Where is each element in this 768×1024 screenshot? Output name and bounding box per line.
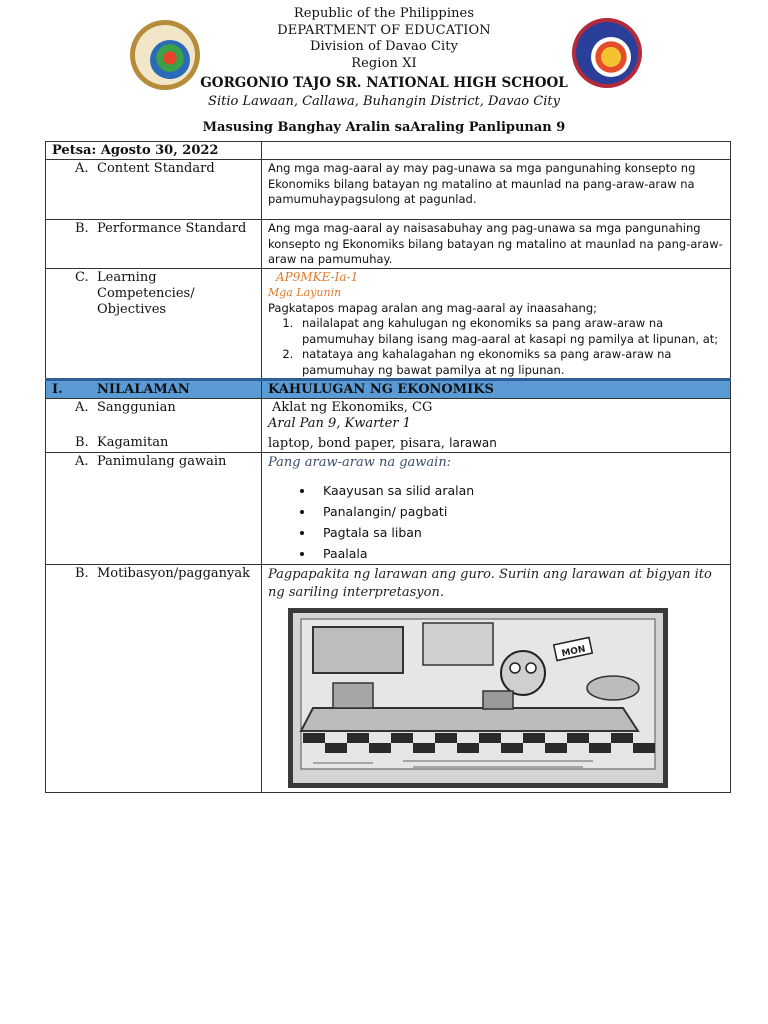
objectives-list	[268, 316, 724, 378]
school-address: Sitio Lawaan, Callawa, Buhangin District, Davao City	[208, 94, 560, 109]
region-line: Region XI	[351, 55, 417, 71]
sanggunian-value: Aklat ng Ekonomiks, CG	[272, 400, 433, 415]
activity-item: • Kaayusan sa silid aralan	[315, 480, 724, 501]
objective-item: 1. nailalapat ang kahulugan ng ekonomiks sa pang araw-araw na pamumuhay bilang isang mag-aaral at kasapi ng pamilya at lipunan, at;	[297, 316, 724, 347]
sanggunian-row	[46, 399, 731, 453]
objectives-intro: Pagkatapos mapag aralan ang mag-aaral ay inaasahang;	[268, 300, 598, 315]
motibasyon-instruction: Pagpapakita ng larawan ang guro. Suriin ang larawan at bigyan ito ng sariling interpretasyon.	[268, 567, 712, 600]
date-value-cell	[262, 142, 731, 160]
cartoon-illustration	[293, 613, 663, 783]
activity-item: • Paalala	[315, 543, 724, 564]
department-line: DEPARTMENT OF EDUCATION	[277, 22, 491, 38]
kagamitan-value: laptop, bond paper, pisara,	[268, 436, 445, 451]
competencies-row	[46, 268, 731, 380]
objective-item: 2. natataya ang kahalagahan ng ekonomiks sa pang araw-araw na pamumuhay ng bawat pamilya at ng lipunan.	[297, 347, 724, 378]
daily-activities-list	[268, 480, 724, 564]
lesson-plan-table	[45, 141, 731, 793]
content-standard-label: Content Standard	[97, 161, 215, 176]
kagamitan-label: Kagamitan	[97, 435, 169, 450]
activity-item: • Pagtala sa liban	[315, 522, 724, 543]
motibasyon-row	[46, 565, 731, 793]
panimulang-row	[46, 453, 731, 565]
panimulang-label: Panimulang gawain	[97, 454, 227, 469]
row-letter: A.	[75, 400, 89, 415]
school-name: GORGONIO TAJO SR. NATIONAL HIGH SCHOOL	[200, 75, 568, 91]
performance-standard-row	[46, 220, 731, 269]
activity-item: • Panalangin/ pagbati	[315, 501, 724, 522]
section-label: NILALAMAN	[97, 382, 190, 397]
document-title: Masusing Banghay Aralin saAraling Panlipunan 9	[202, 120, 566, 135]
competency-code: AP9MKE-Ia-1	[276, 269, 359, 284]
document-header	[0, 6, 768, 111]
row-letter: C.	[75, 269, 89, 285]
motibasyon-label: Motibasyon/pagganyak	[97, 566, 250, 581]
performance-standard-value: Ang mga mag-aaral ay naisasabuhay ang pag-unawa sa mga pangunahing konsepto ng Ekonomiks bilang batayan ng matalino at maunlad na pang-araw-araw na pamumuhay.	[262, 220, 731, 269]
division-line: Division of Davao City	[309, 39, 459, 54]
row-letter: B.	[75, 221, 89, 236]
kagamitan-extra: larawan	[449, 436, 497, 450]
content-standard-value: Ang mga mag-aaral ay may pag-unawa sa mga pangunahing konsepto ng Ekonomiks bilang batayan ng matalino at maunlad na pang-araw-araw na pamumuhaypagsulong at pagunlad.	[262, 160, 731, 220]
nilalaman-section-row	[46, 380, 731, 399]
row-letter: A.	[75, 454, 89, 469]
cartoon-picture	[288, 608, 668, 788]
republic-line: Republic of the Philippines	[293, 6, 475, 21]
competencies-label: Learning Competencies/ Objectives	[97, 269, 195, 317]
date-cell: Petsa: Agosto 30, 2022	[46, 142, 262, 160]
row-letter: B.	[75, 566, 89, 581]
sanggunian-label: Sanggunian	[97, 400, 176, 415]
section-topic: KAHULUGAN NG EKONOMIKS	[262, 380, 731, 399]
performance-standard-label: Performance Standard	[97, 221, 247, 236]
cartoon-sign-text: MON	[560, 644, 587, 660]
content-standard-row	[46, 160, 731, 220]
date-row	[46, 142, 731, 160]
panimulang-heading: Pang araw-araw na gawain:	[268, 455, 452, 470]
section-number: I.	[52, 382, 63, 397]
objectives-sublabel: Mga Layunin	[268, 286, 342, 299]
row-letter: B.	[75, 435, 89, 450]
sanggunian-value-2: Aral Pan 9, Kwarter 1	[268, 416, 411, 431]
row-letter: A.	[75, 161, 89, 176]
